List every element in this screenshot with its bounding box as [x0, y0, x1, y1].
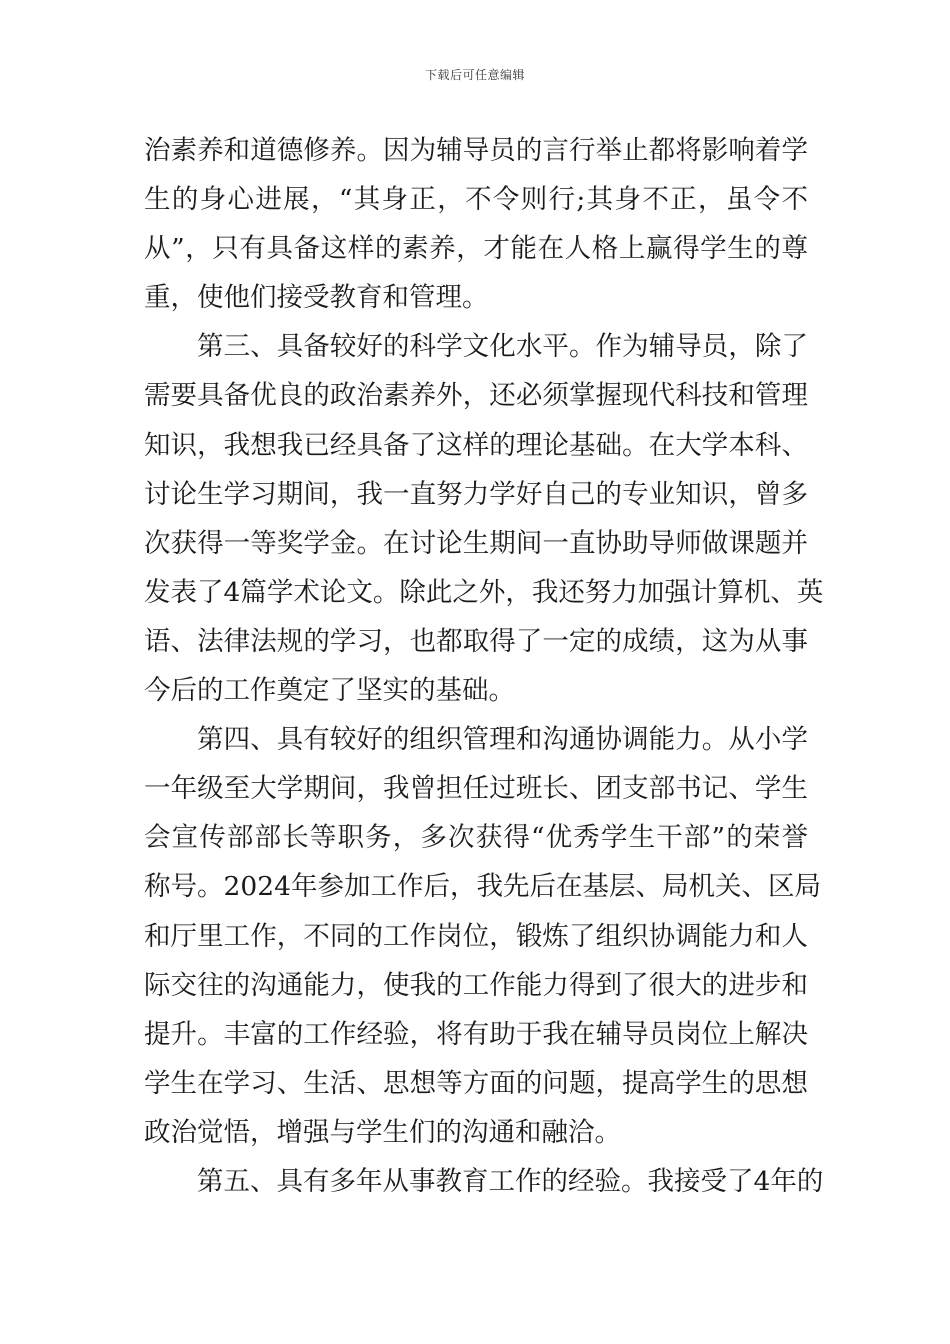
text-line: 次获得一等奖学金。在讨论生期间一直协助导师做课题并 — [144, 527, 808, 559]
text-line: 会宣传部部长等职务，多次获得“优秀学生干部”的荣誉 — [144, 822, 808, 854]
page-header: 下载后可任意编辑 — [424, 68, 525, 82]
text-line: 和厅里工作，不同的工作岗位，锻炼了组织协调能力和人 — [144, 920, 808, 952]
text-line: 发表了4篇学术论文。除此之外，我还努力加强计算机、英 — [144, 576, 824, 608]
text-line: 从”，只有具备这样的素养，才能在人格上赢得学生的尊 — [144, 233, 808, 265]
text-line: 今后的工作奠定了坚实的基础。 — [144, 675, 515, 707]
paragraph-first-line: 第三、具备较好的科学文化水平。作为辅导员，除了 — [197, 331, 808, 363]
paragraph-first-line: 第五、具有多年从事教育工作的经验。我接受了4年的 — [197, 1165, 824, 1197]
text-line: 需要具备优良的政治素养外，还必须掌握现代科技和管理 — [144, 380, 808, 412]
text-line: 讨论生学习期间，我一直努力学好自己的专业知识，曾多 — [144, 478, 808, 510]
text-line: 政治觉悟，增强与学生们的沟通和融洽。 — [144, 1116, 621, 1148]
paragraph-first-line: 第四、具有较好的组织管理和沟通协调能力。从小学 — [197, 724, 808, 756]
text-line: 生的身心进展，“其身正，不令则行;其身不正，虽令不 — [144, 184, 808, 216]
text-line: 重，使他们接受教育和管理。 — [144, 282, 489, 314]
text-line: 称号。2024年参加工作后，我先后在基层、局机关、区局 — [144, 871, 821, 903]
text-line: 语、法律法规的学习，也都取得了一定的成绩，这为从事 — [144, 625, 808, 657]
text-line: 一年级至大学期间，我曾担任过班长、团支部书记、学生 — [144, 773, 808, 805]
text-line: 提升。丰富的工作经验，将有助于我在辅导员岗位上解决 — [144, 1018, 808, 1050]
text-line: 学生在学习、生活、思想等方面的问题，提高学生的思想 — [144, 1067, 808, 1099]
text-line: 知识，我想我已经具备了这样的理论基础。在大学本科、 — [144, 429, 808, 461]
text-line: 际交往的沟通能力，使我的工作能力得到了很大的进步和 — [144, 969, 808, 1001]
document-body — [144, 126, 824, 1206]
text-line: 治素养和道德修养。因为辅导员的言行举止都将影响着学 — [144, 135, 808, 166]
